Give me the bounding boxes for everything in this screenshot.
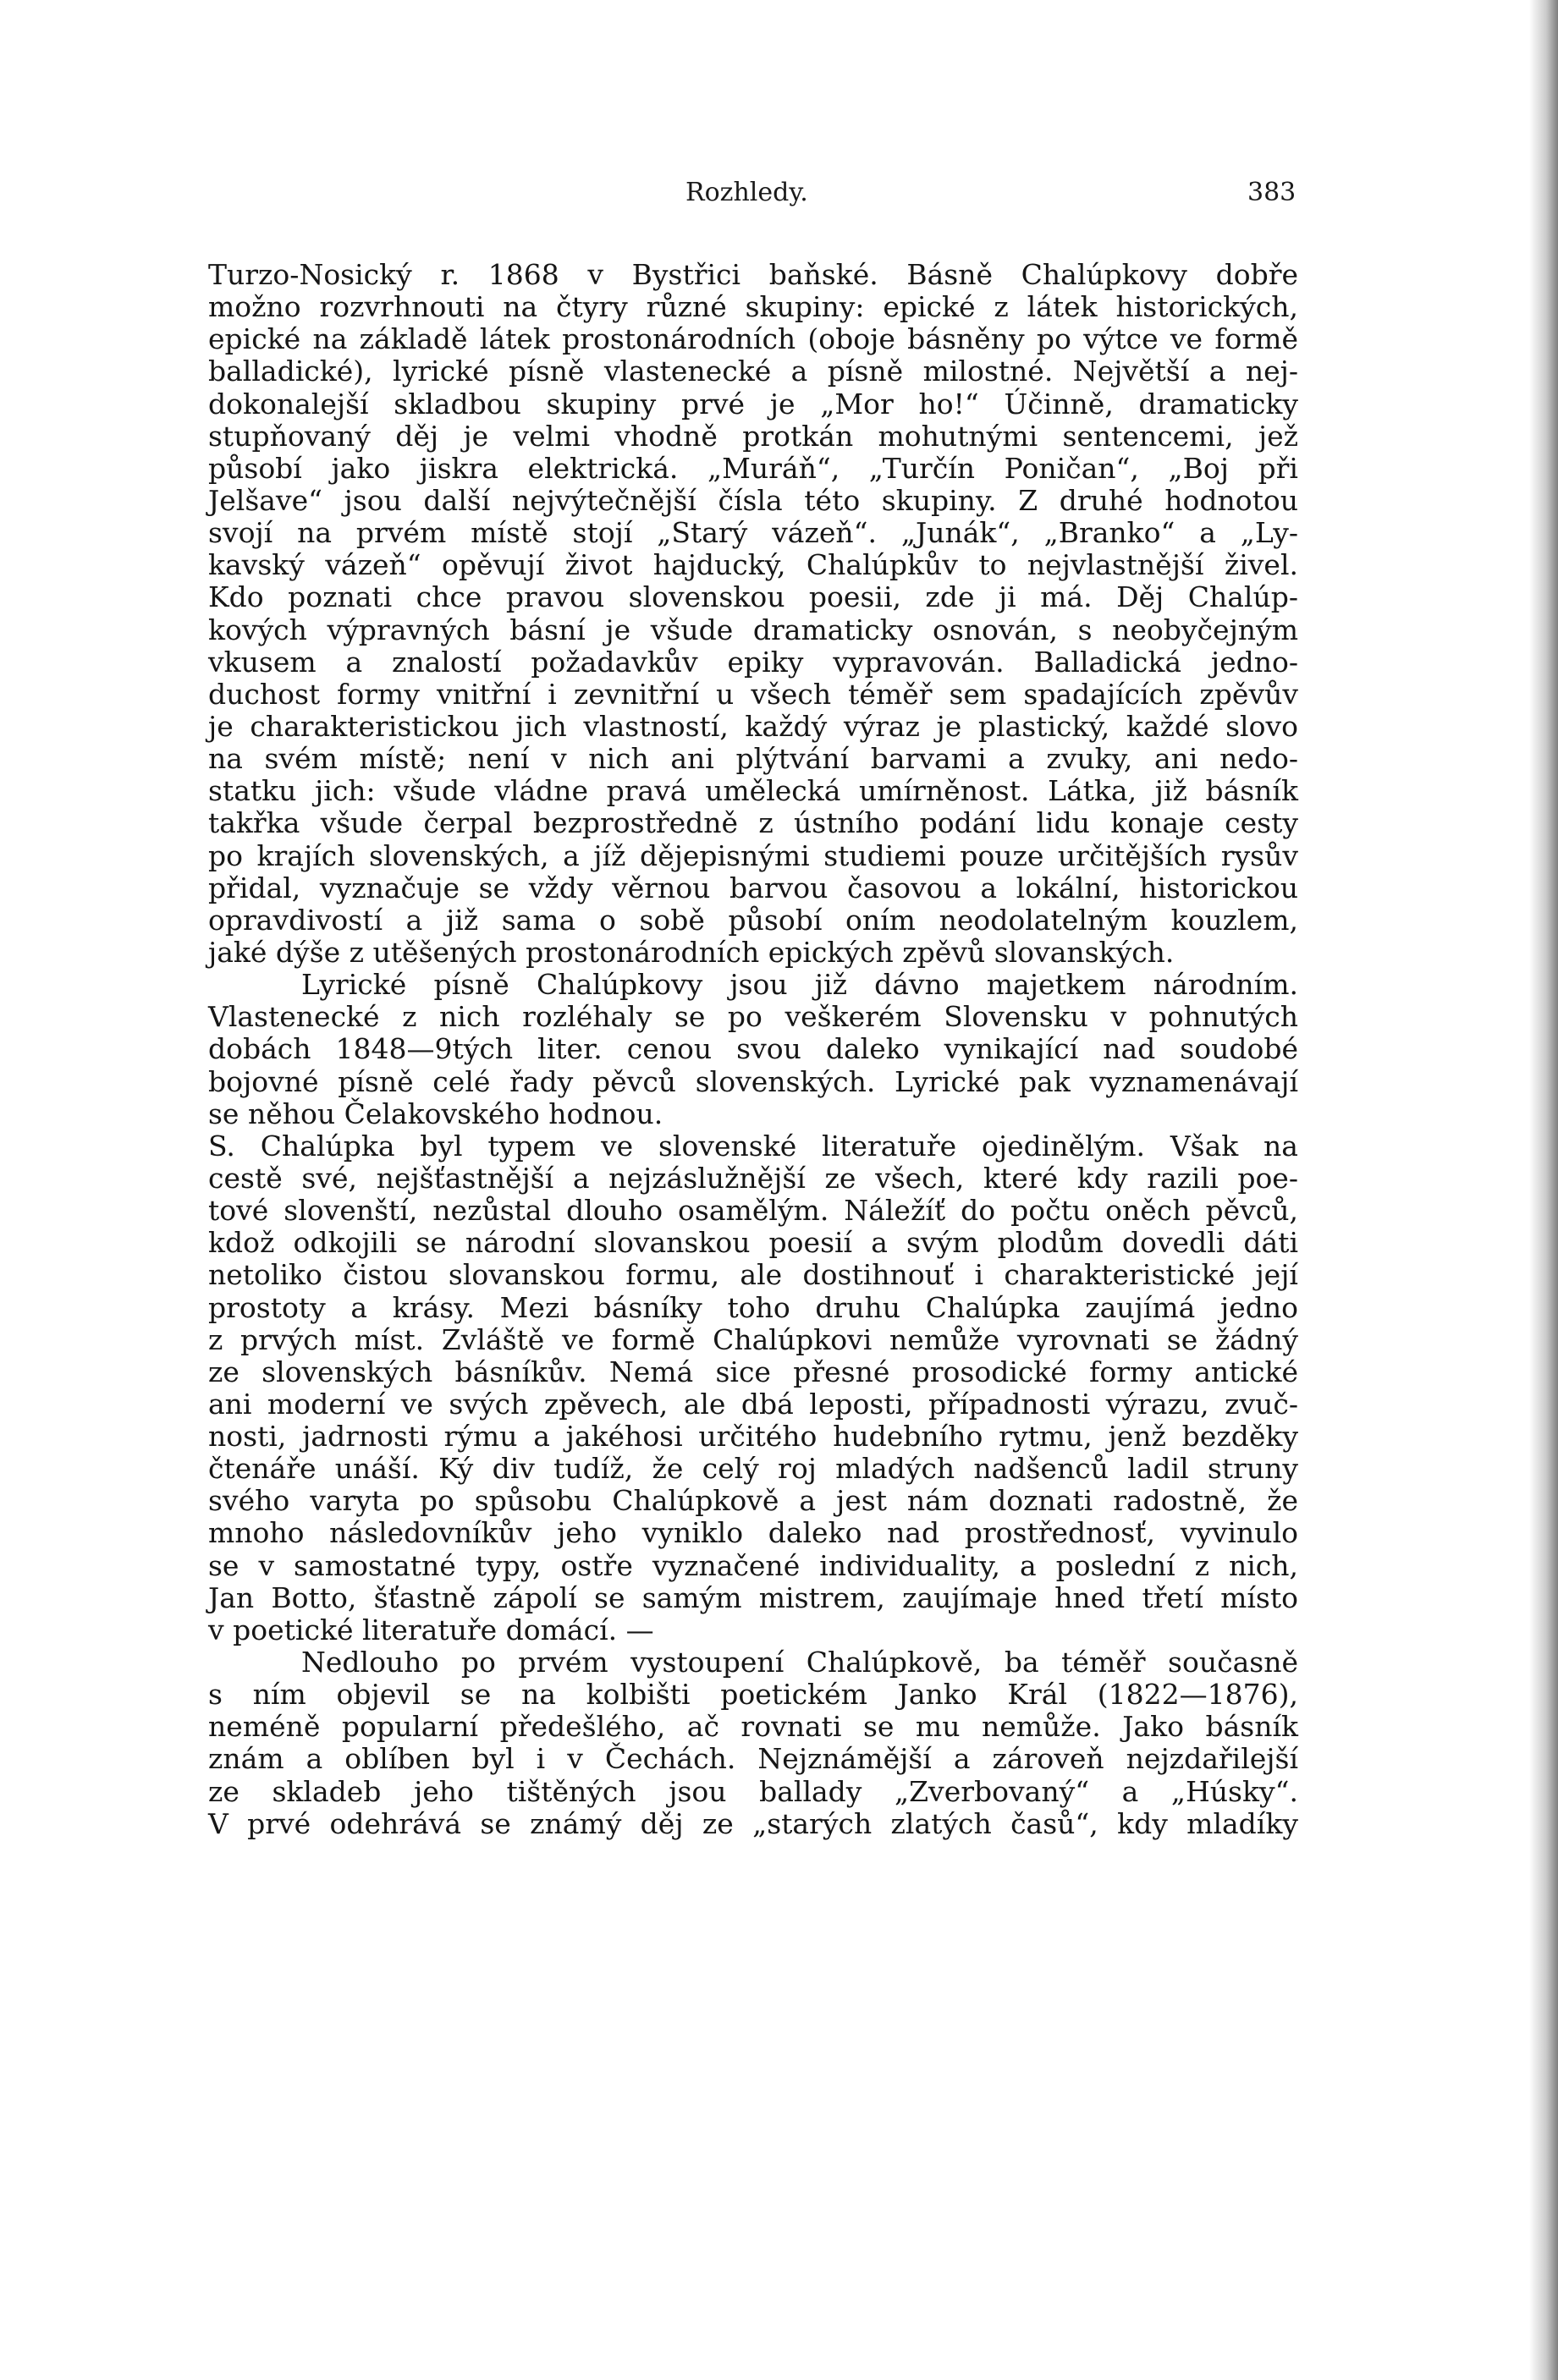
text-line: Vlastenecké z nich rozléhaly se po veškerém Slovensku v pohnutých [208, 1000, 1298, 1034]
text-line: tové slovenští, nezůstal dlouho osamělým. Náležíť do počtu oněch pěvců, [208, 1194, 1298, 1228]
text-line: s ním objevil se na kolbišti poetickém Janko Král (1822—1876), [208, 1678, 1298, 1712]
text-line: na svém místě; není v nich ani plýtvání barvami a zvuky, ani nedo- [208, 742, 1298, 776]
text-line: kových výpravných básní je všude dramaticky osnován, s neobyčejným [208, 613, 1298, 646]
text-line: Jan Botto, šťastně zápolí se samým mistrem, zaujímaje hned třetí místo [208, 1580, 1298, 1614]
text-line: stupňovaný děj je velmi vhodně protkán mohutnými sentencemi, jež [208, 419, 1298, 453]
text-line: svého varyta po spůsobu Chalúpkově a jest nám doznati radostně, že [208, 1484, 1298, 1518]
text-line: se v samostatné typy, ostře vyznačené individuality, a poslední z nich, [208, 1548, 1298, 1582]
text-line: V prvé odehrává se známý děj ze „starých zlatých časů“, kdy mladíky [208, 1806, 1298, 1840]
text-line: S. Chalúpka byl typem ve slovenské literatuře ojedinělým. Však na [208, 1129, 1298, 1163]
text-line: epické na základě látek prostonárodních (oboje básněny po výtce ve formě [208, 322, 1298, 356]
page-number: 383 [1247, 178, 1296, 207]
text-line: kavský vázeň“ opěvují život hajducký, Chalúpkův to nejvlastnější živel. [208, 548, 1298, 582]
text-line: působí jako jiskra elektrická. „Muráň“, „Turčín Poničan“, „Boj při [208, 451, 1298, 485]
text-line: svojí na prvém místě stojí „Starý vázeň“. „Junák“, „Branko“ a „Ly- [208, 516, 1298, 550]
text-line: v poetické literatuře domácí. — [208, 1613, 654, 1646]
text-line: ze skladeb jeho tištěných jsou ballady „Zverbovaný“ a „Húsky“. [208, 1774, 1298, 1808]
body-text [208, 259, 1298, 1840]
text-line: znám a oblíben byl i v Čechách. Nejznámější a zároveň nejzdařilejší [208, 1742, 1298, 1776]
running-head [0, 178, 1558, 220]
text-line: po krajích slovenských, a jíž dějepisnými studiemi pouze určitějších rysův [208, 838, 1298, 872]
text-line: Nedlouho po prvém vystoupení Chalúpkově, ba téměř současně [301, 1646, 1298, 1679]
text-line: je charakteristickou jich vlastností, každý výraz je plastický, každé slovo [208, 709, 1298, 743]
text-line: dokonalejší skladbou skupiny prvé je „Mor ho!“ Účinně, dramaticky [208, 387, 1298, 420]
text-line: opravdivostí a již sama o sobě působí oním neodolatelným kouzlem, [208, 903, 1298, 937]
text-line: netoliko čistou slovanskou formu, ale dostihnouť i charakteristické její [208, 1258, 1298, 1292]
text-line: vkusem a znalostí požadavkův epiky vypravován. Balladická jedno- [208, 645, 1298, 679]
text-line: balladické), lyrické písně vlastenecké a písně milostné. Největší a nej- [208, 355, 1298, 388]
text-line: kdož odkojili se národní slovanskou poesií a svým plodům dovedli dáti [208, 1226, 1298, 1260]
text-line: se něhou Čelakovského hodnou. [208, 1097, 663, 1130]
text-line: duchost formy vnitřní i zevnitřní u všech téměř sem spadajících zpěvův [208, 677, 1298, 711]
text-line: ani moderní ve svých zpěvech, ale dbá leposti, případnosti výrazu, zvuč- [208, 1387, 1298, 1421]
text-line: čtenáře unáší. Ký div tudíž, že celý roj mladých nadšenců ladil struny [208, 1452, 1298, 1486]
text-line: mnoho následovníkův jeho vyniklo daleko nad prostřednosť, vyvinulo [208, 1516, 1298, 1550]
text-line: dobách 1848—9tých liter. cenou svou daleko vynikající nad soudobé [208, 1032, 1298, 1066]
text-line: ze slovenských básníkův. Nemá sice přesné prosodické formy antické [208, 1355, 1298, 1388]
text-line: statku jich: všude vládne pravá umělecká umírněnost. Látka, již básník [208, 774, 1298, 808]
text-line: možno rozvrhnouti na čtyry různé skupiny: epické z látek historických, [208, 290, 1298, 324]
text-line: přidal, vyznačuje se vždy věrnou barvou časovou a lokální, historickou [208, 871, 1298, 904]
scan-edge-shadow [1529, 0, 1558, 2380]
text-line: neméně popularní předešlého, ač rovnati se mu nemůže. Jako básník [208, 1710, 1298, 1744]
text-line: prostoty a krásy. Mezi básníky toho druhu Chalúpka zaujímá jedno [208, 1290, 1298, 1324]
text-line: jaké dýše z utěšených prostonárodních epických zpěvů slovanských. [208, 935, 1175, 969]
text-line: takřka všude čerpal bezprostředně z ústního podání lidu konaje cesty [208, 806, 1298, 840]
text-line: nosti, jadrnosti rýmu a jakéhosi určitého hudebního rytmu, jenž bezděky [208, 1420, 1298, 1454]
text-line: Turzo-Nosický r. 1868 v Bystřici baňské. Básně Chalúpkovy dobře [208, 258, 1298, 291]
text-line: Lyrické písně Chalúpkovy jsou již dávno majetkem národním. [301, 968, 1298, 1002]
running-title: Rozhledy. [685, 178, 808, 207]
text-line: z prvých míst. Zvláště ve formě Chalúpkovi nemůže vyrovnati se žádný [208, 1322, 1298, 1356]
text-line: bojovné písně celé řady pěvců slovenských. Lyrické pak vyznamenávají [208, 1064, 1298, 1098]
text-line: Kdo poznati chce pravou slovenskou poesii, zde ji má. Děj Chalúp- [208, 580, 1298, 614]
text-line: cestě své, nejšťastnější a nejzáslužnější ze všech, které kdy razili poe- [208, 1161, 1298, 1195]
text-line: Jelšave“ jsou další nejvýtečnější čísla této skupiny. Z druhé hodnotou [208, 483, 1298, 517]
